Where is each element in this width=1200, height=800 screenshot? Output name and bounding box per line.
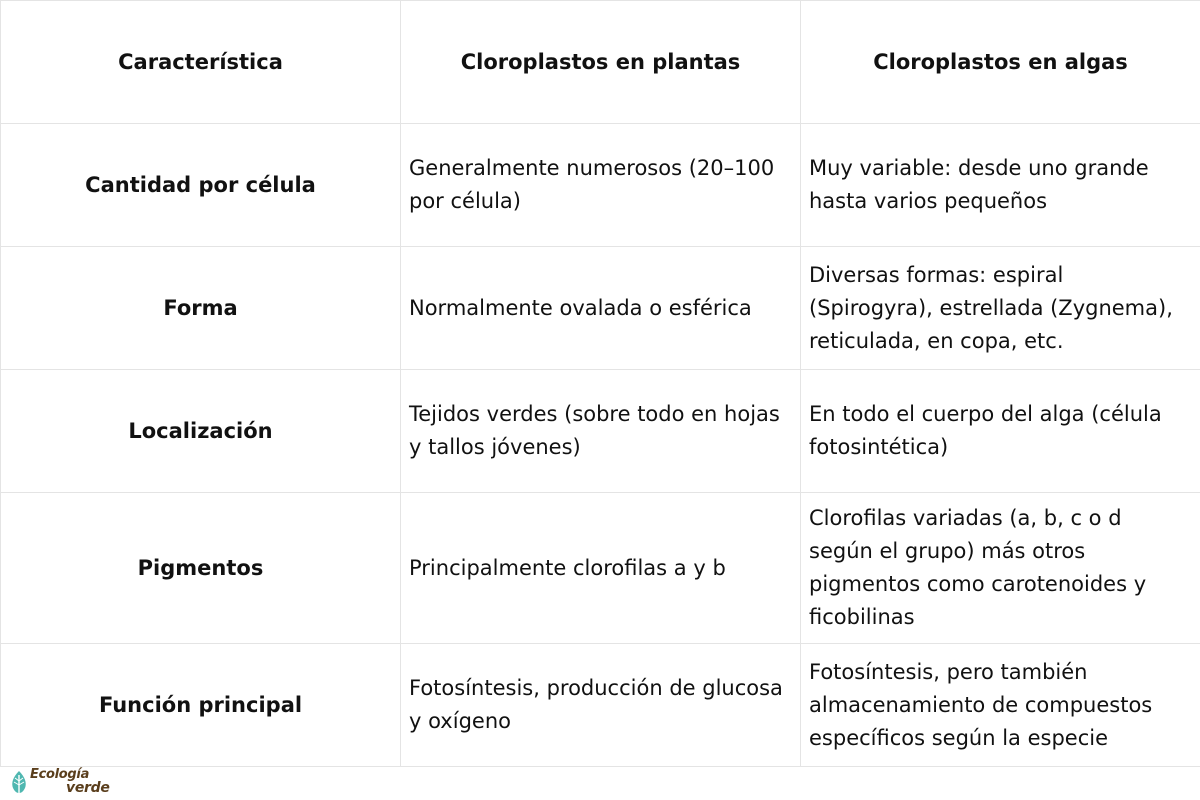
feature-cell: Pigmentos — [1, 493, 401, 644]
table-header-row — [1, 1, 1200, 124]
header-algae: Cloroplastos en algas — [801, 1, 1200, 124]
algae-cell: En todo el cuerpo del alga (célula fotosintética) — [801, 370, 1200, 493]
algae-cell: Fotosíntesis, pero también almacenamiento de compuestos específicos según la especie — [801, 644, 1200, 767]
plants-cell: Tejidos verdes (sobre todo en hojas y tallos jóvenes) — [401, 370, 801, 493]
leaf-icon — [10, 770, 28, 796]
plants-cell: Normalmente ovalada o esférica — [401, 247, 801, 370]
table-row — [1, 247, 1200, 370]
algae-cell: Muy variable: desde uno grande hasta varios pequeños — [801, 124, 1200, 247]
algae-cell: Diversas formas: espiral (Spirogyra), estrellada (Zygnema), reticulada, en copa, etc. — [801, 247, 1200, 370]
logo-wordmark — [30, 769, 130, 797]
table-row — [1, 493, 1200, 644]
header-feature: Característica — [1, 1, 401, 124]
logo-word-verde: verde — [66, 780, 110, 796]
feature-cell: Forma — [1, 247, 401, 370]
feature-cell: Función principal — [1, 644, 401, 767]
feature-cell: Localización — [1, 370, 401, 493]
table-row — [1, 124, 1200, 247]
table-row — [1, 644, 1200, 767]
table-row — [1, 370, 1200, 493]
plants-cell: Generalmente numerosos (20–100 por célula) — [401, 124, 801, 247]
plants-cell: Principalmente clorofilas a y b — [401, 493, 801, 644]
plants-cell: Fotosíntesis, producción de glucosa y oxígeno — [401, 644, 801, 767]
logo-word-ecologia: Ecología — [30, 767, 90, 782]
algae-cell: Clorofilas variadas (a, b, c o d según el grupo) más otros pigmentos como carotenoides y ficobilinas — [801, 493, 1200, 644]
header-plants: Cloroplastos en plantas — [401, 1, 801, 124]
feature-cell: Cantidad por célula — [1, 124, 401, 247]
ecologia-verde-logo — [10, 769, 130, 797]
